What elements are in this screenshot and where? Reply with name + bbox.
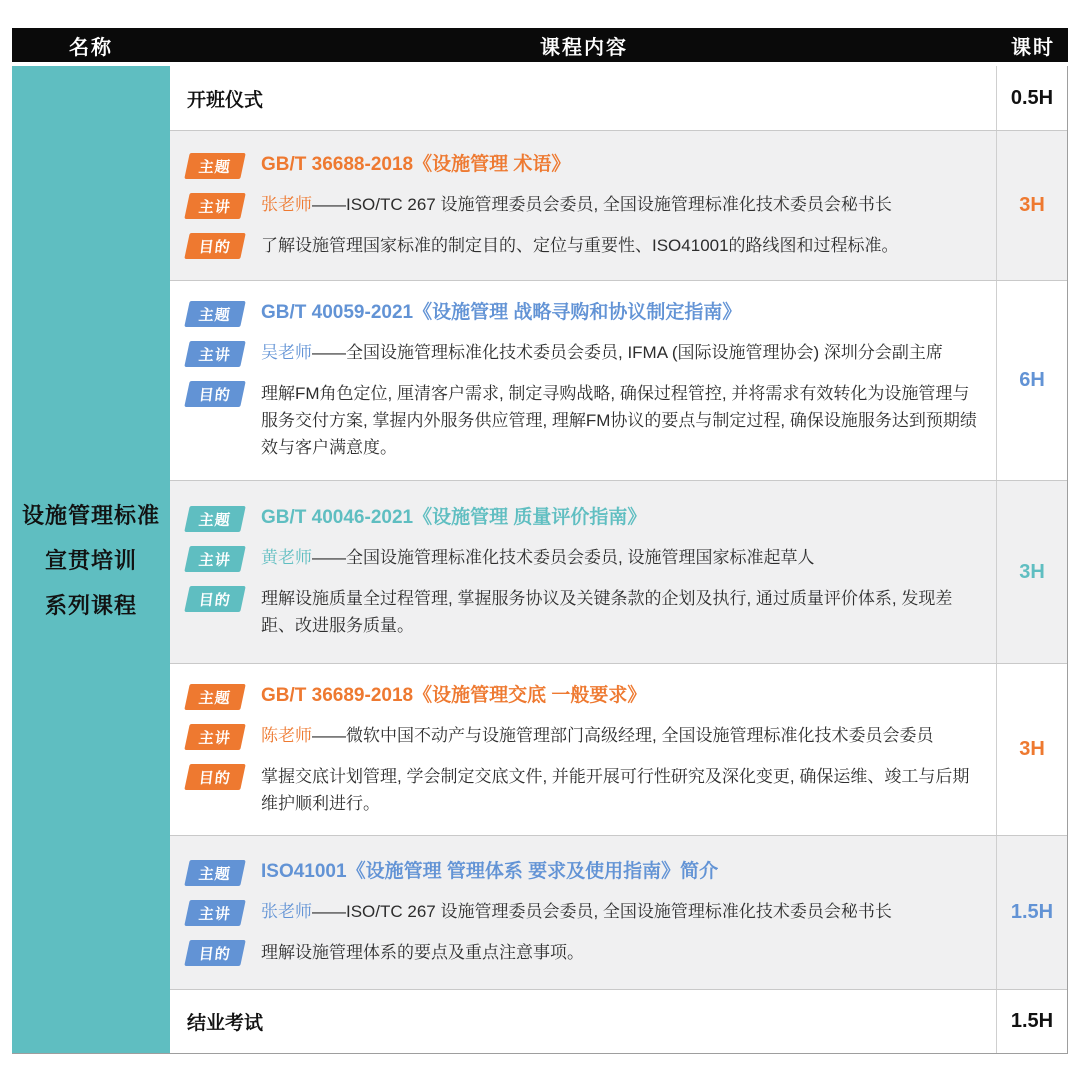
course-schedule-table — [12, 28, 1068, 1054]
lecturer-text — [261, 723, 982, 749]
session-row — [170, 989, 1067, 1053]
topic-badge-label: 主题 — [197, 158, 232, 176]
course-rows — [170, 66, 1067, 1053]
lecturer-name: 张老师 — [261, 195, 312, 214]
course-row — [170, 663, 1067, 835]
course-row — [170, 835, 1067, 989]
lecturer-line — [187, 340, 982, 367]
lecturer-badge-label: 主讲 — [197, 729, 232, 746]
purpose-badge-label: 目的 — [197, 945, 232, 963]
row-content-cell — [170, 836, 996, 989]
topic-line — [187, 152, 982, 179]
topic-badge-label: 主题 — [197, 511, 232, 529]
topic-badge-label: 主题 — [197, 865, 232, 883]
lecturer-badge-label: 主讲 — [197, 198, 232, 216]
session-title: 结业考试 — [187, 1013, 264, 1034]
purpose-badge — [184, 764, 246, 790]
topic-badge — [184, 506, 246, 532]
purpose-line — [187, 232, 982, 259]
lecturer-line — [187, 192, 982, 219]
row-content-cell — [170, 66, 996, 130]
topic-title: GB/T 40046-2021《设施管理 质量评价指南》 — [261, 507, 647, 528]
table-header — [12, 28, 1068, 62]
course-series-line: 系列课程 — [44, 593, 137, 618]
topic-line — [187, 300, 982, 327]
lecturer-desc: ——微软中国不动产与设施管理部门高级经理, 全国设施管理标准化技术委员会委员 — [312, 725, 934, 745]
topic-title: GB/T 36688-2018《设施管理 术语》 — [261, 154, 571, 175]
lecturer-badge — [184, 341, 246, 367]
header-hours-col: 课时 — [1011, 36, 1055, 59]
purpose-badge-label: 目的 — [197, 386, 232, 404]
hours-cell: 3H — [996, 481, 1067, 663]
lecturer-badge-label: 主讲 — [197, 346, 232, 364]
course-series-line: 宣贯培训 — [44, 548, 137, 573]
course-row — [170, 280, 1067, 480]
topic-badge-label: 主题 — [197, 306, 232, 324]
lecturer-name: 陈老师 — [261, 725, 312, 745]
session-title: 开班仪式 — [187, 89, 264, 111]
topic-title: GB/T 40059-2021《设施管理 战略寻购和协议制定指南》 — [261, 302, 742, 323]
lecturer-desc: ——全国设施管理标准化技术委员会委员, IFMA (国际设施管理协会) 深圳分会副主席 — [312, 343, 943, 362]
row-content-cell — [170, 664, 996, 835]
purpose-badge-label: 目的 — [197, 238, 232, 256]
purpose-badge-label: 目的 — [197, 769, 232, 786]
lecturer-badge — [184, 546, 246, 572]
lecturer-badge-label: 主讲 — [197, 551, 232, 569]
course-row — [170, 480, 1067, 663]
hours-cell: 1.5H — [996, 990, 1067, 1053]
lecturer-desc: ——全国设施管理标准化技术委员会委员, 设施管理国家标准起草人 — [312, 548, 815, 567]
hours-cell: 3H — [996, 131, 1067, 280]
purpose-badge — [184, 586, 246, 612]
purpose-line — [187, 380, 982, 461]
lecturer-desc: ——ISO/TC 267 设施管理委员会委员, 全国设施管理标准化技术委员会秘书长 — [312, 195, 892, 214]
purpose-badge-label: 目的 — [197, 591, 232, 609]
row-content-cell — [170, 481, 996, 663]
row-content-cell — [170, 131, 996, 280]
lecturer-text — [261, 340, 982, 366]
topic-title: GB/T 36689-2018《设施管理交底 一般要求》 — [261, 684, 647, 706]
lecturer-name: 黄老师 — [261, 548, 312, 567]
lecturer-badge — [184, 724, 246, 750]
topic-line — [187, 859, 982, 886]
topic-line — [187, 505, 982, 532]
course-row — [170, 130, 1067, 280]
lecturer-name: 吴老师 — [261, 343, 312, 362]
header-name-col: 名称 — [69, 36, 113, 59]
lecturer-line — [187, 545, 982, 572]
topic-badge-label: 主题 — [197, 689, 232, 706]
purpose-text: 掌握交底计划管理, 学会制定交底文件, 并能开展可行性研究及深化变更, 确保运维、竣工与后期维护顺利进行。 — [261, 766, 970, 813]
hours-cell: 1.5H — [996, 836, 1067, 989]
row-content-cell — [170, 990, 996, 1053]
purpose-text: 了解设施管理国家标准的制定目的、定位与重要性、ISO41001的路线图和过程标准。 — [261, 236, 899, 255]
hours-cell: 0.5H — [996, 66, 1067, 130]
header-content-col: 课程内容 — [540, 36, 628, 59]
topic-badge — [184, 684, 246, 710]
purpose-line — [187, 939, 982, 966]
lecturer-badge — [184, 900, 246, 926]
topic-badge — [184, 153, 246, 179]
purpose-line — [187, 763, 982, 817]
purpose-badge — [184, 940, 246, 966]
purpose-text: 理解FM角色定位, 厘清客户需求, 制定寻购战略, 确保过程管控, 并将需求有效转化为设施管理与服务交付方案, 掌握内外服务供应管理, 理解FM协议的要点与制定过程, 确保设施服务达到预期绩效与客户满意度。 — [261, 384, 977, 457]
lecturer-text — [261, 899, 982, 925]
hours-cell: 6H — [996, 281, 1067, 480]
course-series-line: 设施管理标准 — [21, 503, 160, 528]
lecturer-desc: ——ISO/TC 267 设施管理委员会委员, 全国设施管理标准化技术委员会秘书长 — [312, 902, 892, 921]
lecturer-badge — [184, 193, 246, 219]
purpose-text: 理解设施管理体系的要点及重点注意事项。 — [261, 943, 584, 962]
lecturer-badge-label: 主讲 — [197, 905, 232, 923]
purpose-line — [187, 585, 982, 639]
lecturer-line — [187, 723, 982, 750]
lecturer-text — [261, 192, 982, 218]
topic-line — [187, 683, 982, 710]
purpose-badge — [184, 233, 246, 259]
purpose-text: 理解设施质量全过程管理, 掌握服务协议及关键条款的企划及执行, 通过质量评价体系, 发现差距、改进服务质量。 — [261, 589, 953, 635]
hours-cell: 3H — [996, 664, 1067, 835]
row-content-cell — [170, 281, 996, 480]
lecturer-line — [187, 899, 982, 926]
topic-badge — [184, 301, 246, 327]
table-body — [12, 66, 1068, 1054]
course-series-cell — [12, 66, 170, 1053]
purpose-badge — [184, 381, 246, 407]
session-row — [170, 66, 1067, 130]
lecturer-text — [261, 545, 982, 571]
lecturer-name: 张老师 — [261, 902, 312, 921]
topic-title: ISO41001《设施管理 管理体系 要求及使用指南》简介 — [261, 861, 719, 882]
topic-badge — [184, 860, 246, 886]
